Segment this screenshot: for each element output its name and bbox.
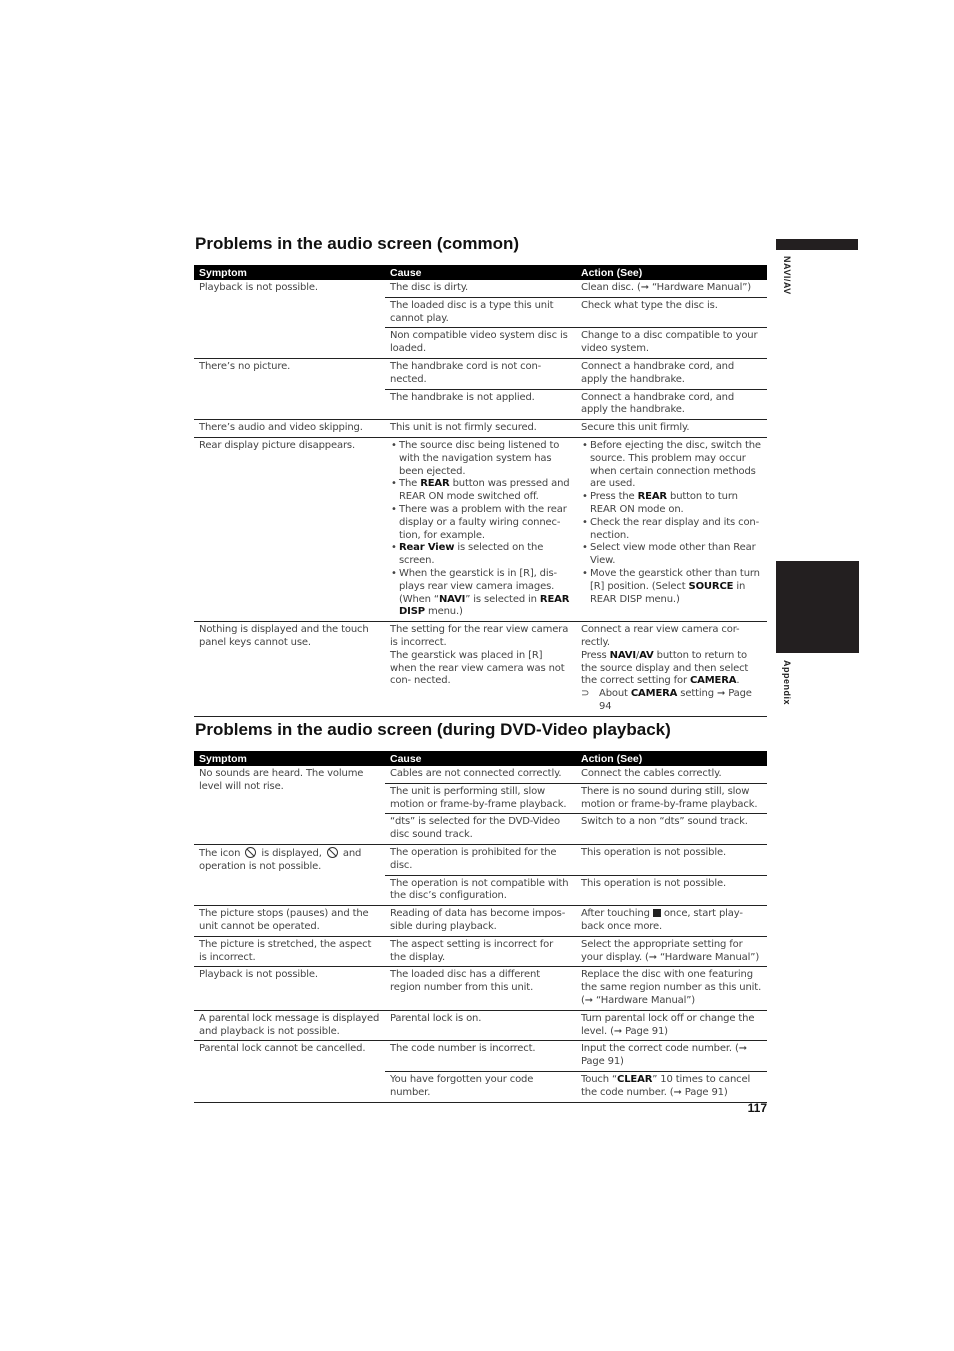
cause-cell xyxy=(385,437,576,621)
table-row xyxy=(194,1041,767,1072)
action-cell: Switch to a non “dts” sound track. xyxy=(576,814,767,845)
cause-cell: The unit is performing still, slow motion or frame-by-frame playback. xyxy=(385,783,576,814)
header-cause: Cause xyxy=(385,751,576,766)
table-row xyxy=(194,844,767,875)
symptom-cell: No sounds are heard. The volume level will not rise. xyxy=(194,766,385,844)
table-row xyxy=(194,906,767,937)
table-row xyxy=(194,766,767,783)
cause-cell: The handbrake cord is not con- nected. xyxy=(385,358,576,389)
cause-cell: “dts” is selected for the DVD-Video disc sound track. xyxy=(385,814,576,845)
cause-cell: The setting for the rear view camera is incorrect. The gearstick was placed in [R] when the rear view camera was not con- nected. xyxy=(385,622,576,717)
cause-cell: The code number is incorrect. xyxy=(385,1041,576,1072)
symptom-cell: Parental lock cannot be cancelled. xyxy=(194,1041,385,1102)
troubleshooting-table-common xyxy=(194,265,767,717)
list-item: • Move the gearstick other than turn [R] position. (Select SOURCE in REAR DISP menu.) xyxy=(581,568,762,606)
symptom-cell: Rear display picture disappears. xyxy=(194,437,385,621)
list-item: • Before ejecting the disc, switch the source. This problem may occur when certain connection methods are used. xyxy=(581,440,762,491)
list-item: • Rear View is selected on the screen. xyxy=(390,542,571,568)
table-row xyxy=(194,936,767,967)
cause-cell: The aspect setting is incorrect for the display. xyxy=(385,936,576,967)
action-cell: Touch “CLEAR” 10 times to cancel the code number. (➞ Page 91) xyxy=(576,1071,767,1102)
list-item: • The source disc being listened to with the navigation system has been ejected. xyxy=(390,440,571,478)
cause-cell: Non compatible video system disc is loaded. xyxy=(385,328,576,359)
header-action: Action (See) xyxy=(576,751,767,766)
table-row xyxy=(194,420,767,438)
list-item: • When the gearstick is in [R], dis- plays rear view camera images. (When “NAVI” is selected in REAR DISP menu.) xyxy=(390,568,571,619)
table-row xyxy=(194,1010,767,1041)
list-item: • There was a problem with the rear display or a faulty wiring connec- tion, for example. xyxy=(390,504,571,542)
table-row xyxy=(194,437,767,621)
page-reference: ⊃ About CAMERA setting ➞ Page 94 xyxy=(581,688,752,712)
section-title-dvd-video: Problems in the audio screen (during DVD-Video playback) xyxy=(195,720,671,739)
action-cell: There is no sound during still, slow motion or frame-by-frame playback. xyxy=(576,783,767,814)
symptom-cell: Playback is not possible. xyxy=(194,967,385,1010)
section-label-appendix: Appendix xyxy=(782,660,792,706)
action-cell: Replace the disc with one featuring the same region number as this unit. (➞ “Hardware Manual”) xyxy=(576,967,767,1010)
symptom-cell: There’s audio and video skipping. xyxy=(194,420,385,438)
symptom-cell: There’s no picture. xyxy=(194,358,385,419)
list-item: • Press the REAR button to turn REAR ON mode on. xyxy=(581,491,762,517)
stop-icon xyxy=(653,909,661,917)
symptom-cell: The icon is displayed, and operation is not possible. xyxy=(194,844,385,905)
cause-cell: The operation is prohibited for the disc. xyxy=(385,844,576,875)
header-action: Action (See) xyxy=(576,265,767,280)
cause-cell: This unit is not firmly secured. xyxy=(385,420,576,438)
symptom-cell: A parental lock message is displayed and playback is not possible. xyxy=(194,1010,385,1041)
list-item: • Check the rear display and its con- nection. xyxy=(581,517,762,543)
section-tab-bar xyxy=(776,239,858,250)
table-row xyxy=(194,280,767,297)
header-symptom: Symptom xyxy=(194,751,385,766)
reference-icon: ⊃ xyxy=(581,688,590,700)
action-cell: This operation is not possible. xyxy=(576,844,767,875)
header-cause: Cause xyxy=(385,265,576,280)
cause-cell: The operation is not compatible with the disc’s configuration. xyxy=(385,875,576,906)
cause-cell: You have forgotten your code number. xyxy=(385,1071,576,1102)
action-cell: Select the appropriate setting for your display. (➞ “Hardware Manual”) xyxy=(576,936,767,967)
cause-cell: Parental lock is on. xyxy=(385,1010,576,1041)
symptom-cell: Playback is not possible. xyxy=(194,280,385,358)
action-cell: Change to a disc compatible to your video system. xyxy=(576,328,767,359)
action-cell: Connect a rear view camera cor- rectly. Press NAVI/AV button to return to the source display and then select the correct setting for CAMERA. ⊃ About CAMERA setting ➞ Page 94 xyxy=(576,622,767,717)
table-row xyxy=(194,622,767,717)
table-header-row xyxy=(194,265,767,280)
action-cell: This operation is not possible. xyxy=(576,875,767,906)
troubleshooting-table-dvd xyxy=(194,751,767,1103)
action-cell: Clean disc. (➞ “Hardware Manual”) xyxy=(576,280,767,297)
table-header-row xyxy=(194,751,767,766)
action-cell: Connect a handbrake cord, and apply the handbrake. xyxy=(576,358,767,389)
section-title-common: Problems in the audio screen (common) xyxy=(195,234,520,253)
symptom-cell: The picture stops (pauses) and the unit cannot be operated. xyxy=(194,906,385,937)
action-cell: Input the correct code number. (➞ Page 91) xyxy=(576,1041,767,1072)
action-cell: Turn parental lock off or change the level. (➞ Page 91) xyxy=(576,1010,767,1041)
cause-cell: The loaded disc has a different region number from this unit. xyxy=(385,967,576,1010)
action-cell: Connect a handbrake cord, and apply the handbrake. xyxy=(576,389,767,420)
cause-cell: The handbrake is not applied. xyxy=(385,389,576,420)
action-cell: Check what type the disc is. xyxy=(576,297,767,328)
cause-cell: Cables are not connected correctly. xyxy=(385,766,576,783)
action-cell: After touching once, start play- back once more. xyxy=(576,906,767,937)
list-item: • The REAR button was pressed and REAR ON mode switched off. xyxy=(390,478,571,504)
header-symptom: Symptom xyxy=(194,265,385,280)
section-label-navi-av: NAVI/AV xyxy=(782,256,792,295)
cause-cell: The disc is dirty. xyxy=(385,280,576,297)
prohibited-icon xyxy=(245,847,256,858)
table-row xyxy=(194,358,767,389)
action-cell xyxy=(576,437,767,621)
cause-cell: The loaded disc is a type this unit cannot play. xyxy=(385,297,576,328)
table-row xyxy=(194,967,767,1010)
symptom-cell: Nothing is displayed and the touch panel keys cannot use. xyxy=(194,622,385,717)
appendix-tab-block xyxy=(776,561,859,653)
cause-cell: Reading of data has become impos- sible during playback. xyxy=(385,906,576,937)
action-cell: Secure this unit firmly. xyxy=(576,420,767,438)
prohibited-icon xyxy=(327,847,338,858)
page-number: 117 xyxy=(747,1101,767,1115)
symptom-cell: The picture is stretched, the aspect is incorrect. xyxy=(194,936,385,967)
list-item: • Select view mode other than Rear View. xyxy=(581,542,762,568)
action-cell: Connect the cables correctly. xyxy=(576,766,767,783)
